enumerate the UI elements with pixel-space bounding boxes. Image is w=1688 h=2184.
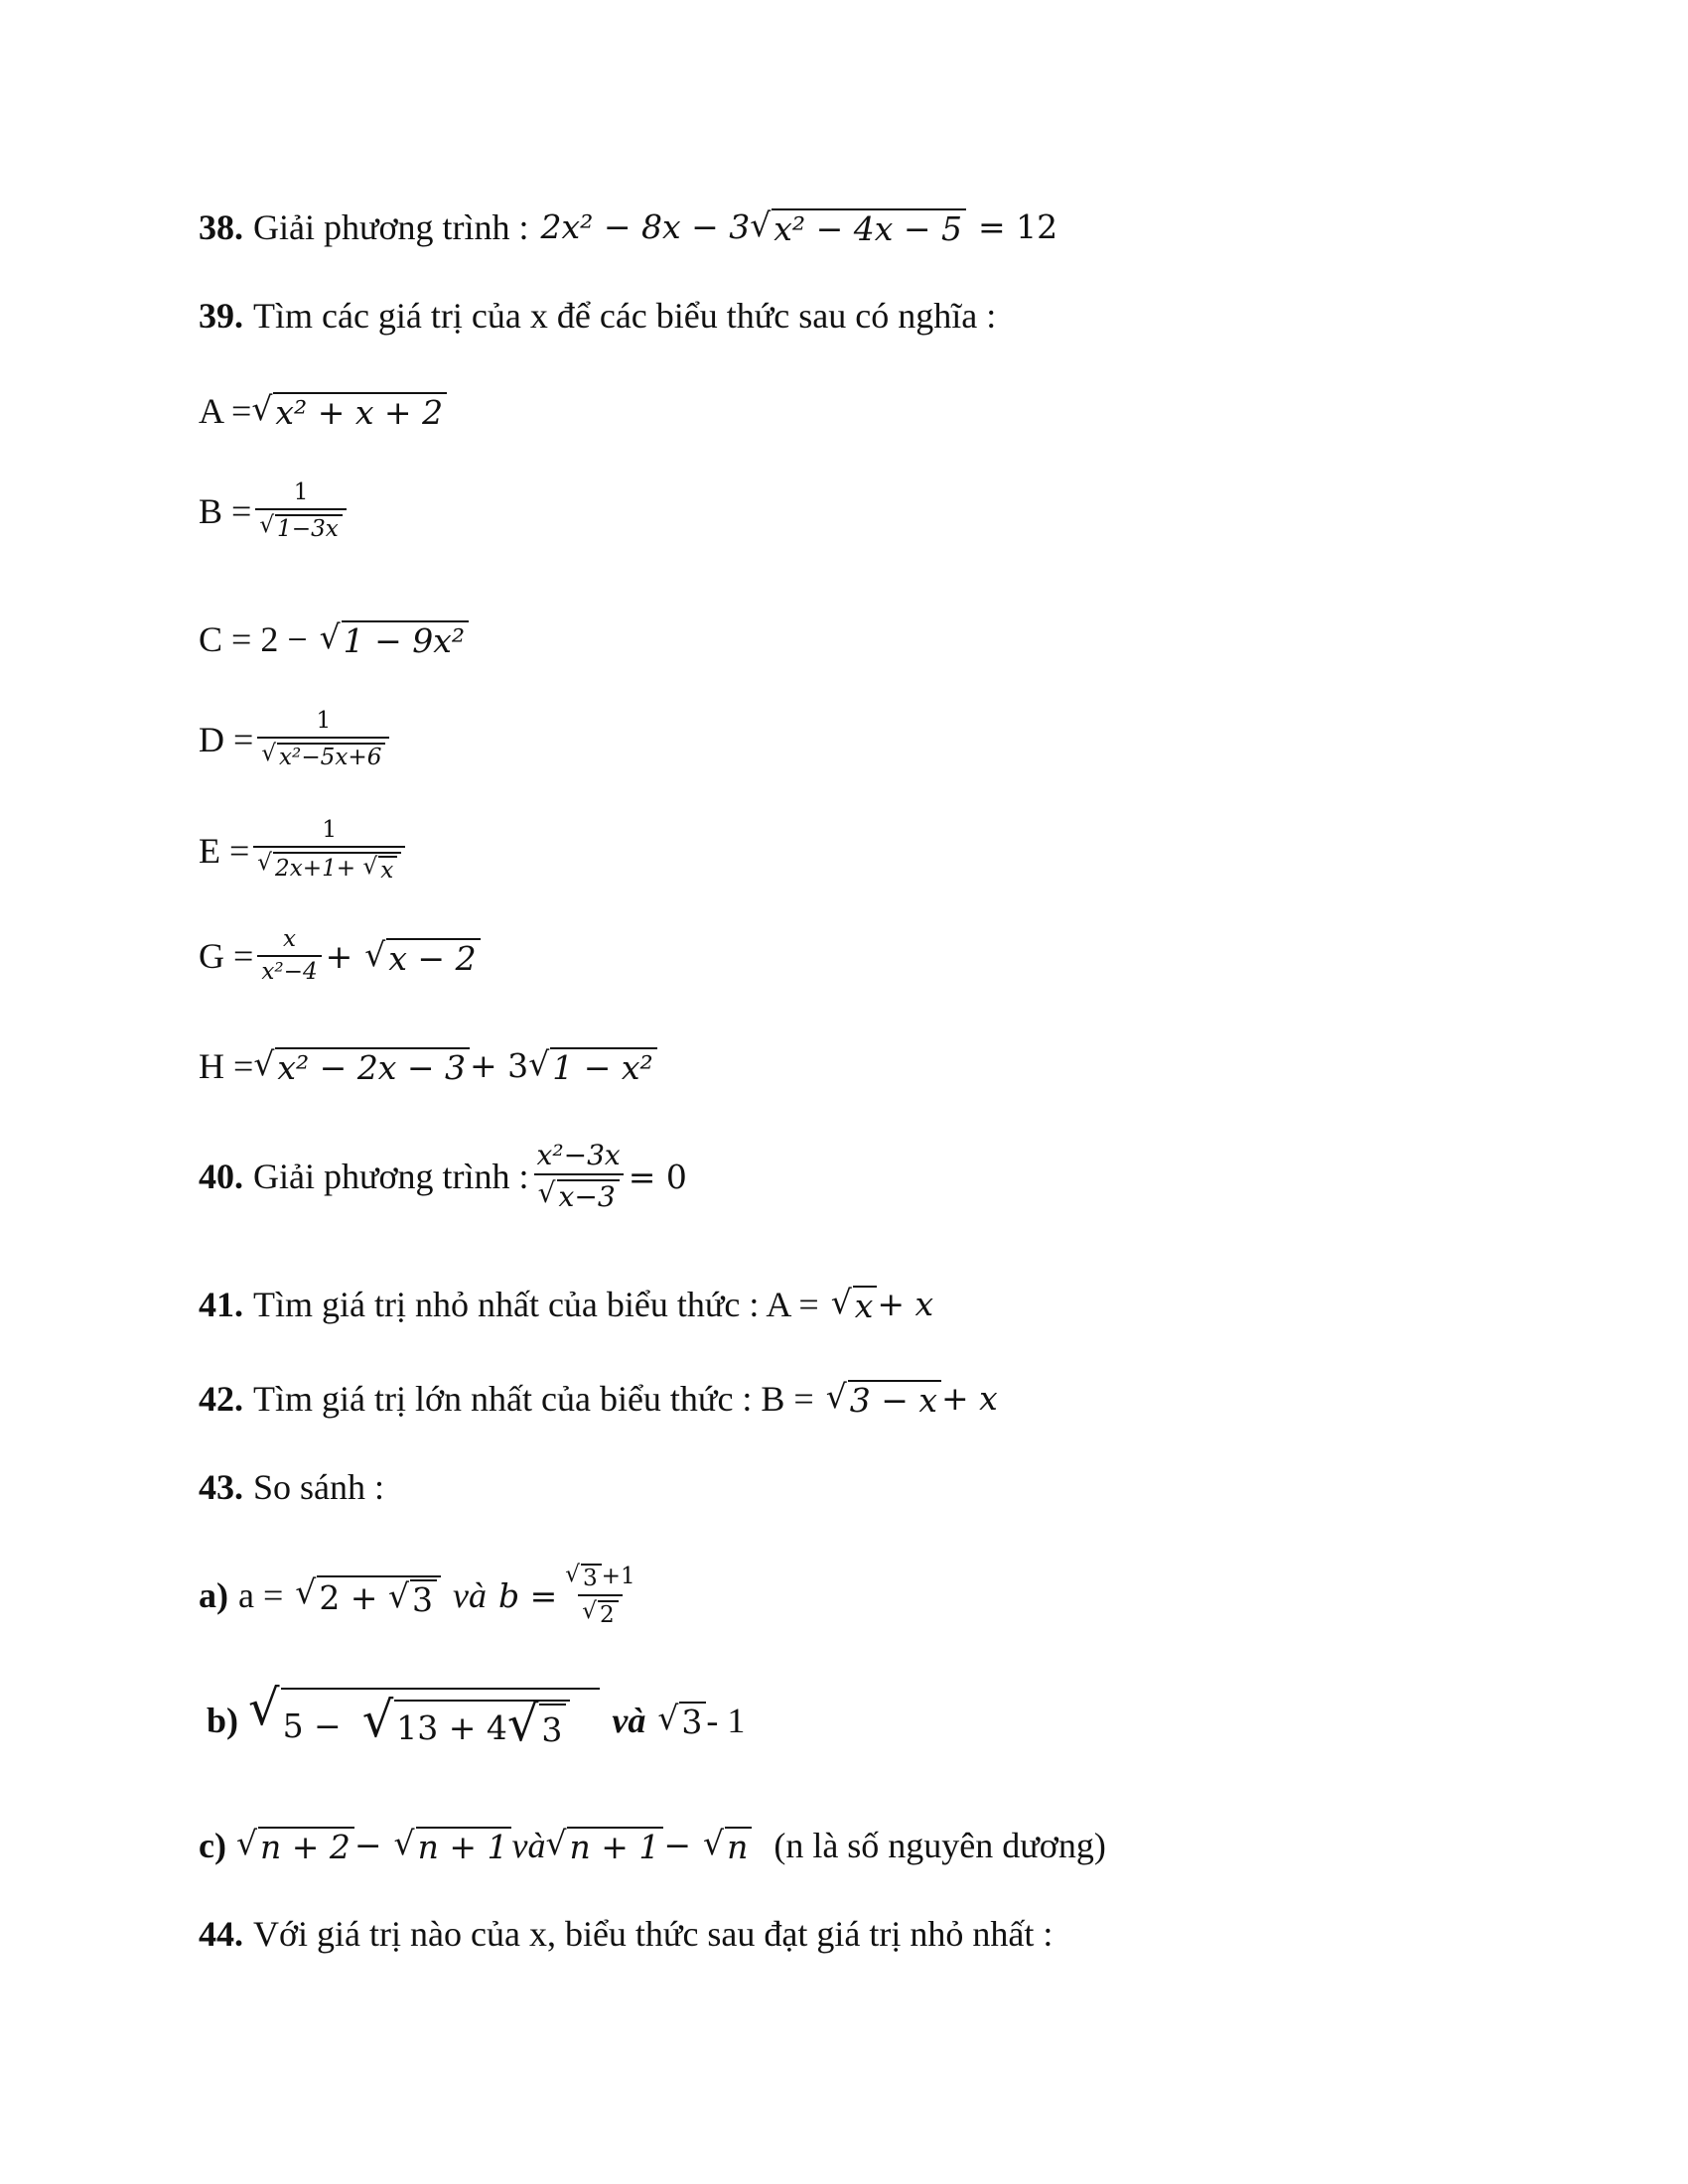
expression-label: G = xyxy=(199,936,254,977)
radical: √ x² − 2x − 3 xyxy=(253,1047,470,1084)
expression-label: A = xyxy=(199,390,252,431)
fraction: 1 √ 2x+1+ √ x xyxy=(253,819,405,883)
fraction: x²−3x √ x−3 xyxy=(533,1142,625,1211)
expression-label: D = xyxy=(199,720,254,760)
note-text: (n là số nguyên dương) xyxy=(774,1825,1106,1865)
radical: √ 1 − 9x² xyxy=(320,620,470,657)
problem-number: 43. xyxy=(199,1467,243,1507)
problem-text: Với giá trị nào của x, biểu thức sau đạt giá trị nhỏ nhất : xyxy=(253,1914,1054,1954)
problem-43a xyxy=(199,1564,643,1627)
fraction: √ 3 +1 √ 2 xyxy=(565,1562,635,1629)
expression-tail: + x xyxy=(941,1379,998,1418)
equation-lhs: 2x² − 8x − 3 xyxy=(540,207,751,246)
problem-43c xyxy=(199,1824,1106,1866)
fraction: 1 √ 1−3x xyxy=(255,481,346,541)
problem-number: 44. xyxy=(199,1914,243,1954)
problem-text: Giải phương trình : xyxy=(253,1157,529,1197)
expression-tail: - 1 xyxy=(706,1700,746,1740)
expression-b xyxy=(199,481,351,541)
problem-text: Tìm giá trị lớn nhất của biểu thức : B = xyxy=(253,1378,814,1419)
radical: √ 3 − x xyxy=(826,1380,941,1417)
radical: √ n + 2 xyxy=(236,1827,354,1863)
expression-tail: + x xyxy=(877,1285,934,1323)
problem-text: Giải phương trình : xyxy=(253,206,529,247)
expression-h xyxy=(199,1044,657,1087)
fraction: $\frac{x}{\text{x²−4}}$ xyxy=(257,928,321,984)
radical: √ n xyxy=(703,1827,752,1863)
equation-rhs: = 12 xyxy=(977,207,1058,246)
problem-42 xyxy=(199,1377,998,1420)
expression-g xyxy=(199,928,481,984)
problem-44 xyxy=(199,1916,1053,1952)
part-label: c) xyxy=(199,1825,226,1865)
problem-43b xyxy=(207,1679,746,1753)
fraction: 1 √ x²−5x+6 xyxy=(257,710,389,769)
b-label: b = xyxy=(497,1575,558,1615)
radical: √ 2 + √ 3 xyxy=(295,1575,441,1616)
expression-label: C = 2 − xyxy=(199,618,308,659)
part-text: a = xyxy=(238,1575,284,1616)
problem-text: So sánh : xyxy=(253,1467,385,1507)
problem-number: 41. xyxy=(199,1284,243,1324)
equation-rhs: = 0 xyxy=(628,1157,687,1196)
conjunction: và xyxy=(612,1700,646,1740)
radical: √ n + 1 xyxy=(394,1827,512,1863)
expression-a xyxy=(199,389,447,432)
expression-label: B = xyxy=(199,491,252,532)
expression-label: H = xyxy=(199,1045,254,1086)
expression-middle: + 3 xyxy=(470,1046,529,1085)
radical: √ 1 − x² xyxy=(528,1047,657,1084)
radical: √ 3 xyxy=(657,1702,706,1738)
conjunction: và xyxy=(452,1575,487,1616)
problem-number: 38. xyxy=(199,206,243,247)
radical: √ 5 − √ 13 + 4 √ 3 xyxy=(248,1688,600,1753)
part-label: b) xyxy=(207,1700,239,1740)
radical: √ x xyxy=(831,1286,878,1322)
expression-e xyxy=(199,819,409,883)
expression-label: E = xyxy=(199,831,250,872)
part-label: a) xyxy=(199,1575,228,1616)
minus-sign: − xyxy=(663,1826,692,1864)
minus-sign: − xyxy=(353,1826,382,1864)
radical: √ x² + x + 2 xyxy=(251,392,447,429)
problem-number: 42. xyxy=(199,1378,243,1419)
problem-41 xyxy=(199,1283,934,1325)
conjunction: và xyxy=(511,1825,546,1865)
expression-d xyxy=(199,710,393,769)
radical: √ n + 1 xyxy=(545,1827,663,1863)
radical: √ x − 2 xyxy=(364,938,480,975)
plus-sign: + xyxy=(325,936,353,976)
problem-number: 40. xyxy=(199,1157,243,1197)
problem-39 xyxy=(199,298,996,334)
problem-text: Tìm giá trị nhỏ nhất của biểu thức : A = xyxy=(253,1284,819,1324)
problem-text: Tìm các giá trị của x để các biểu thức sau có nghĩa : xyxy=(253,296,997,336)
radical: √ x² − 4x − 5 xyxy=(750,208,966,245)
problem-40 xyxy=(199,1139,687,1214)
problem-43 xyxy=(199,1469,384,1505)
problem-number: 39. xyxy=(199,296,243,336)
expression-c xyxy=(199,617,469,660)
problem-38 xyxy=(199,205,1058,248)
